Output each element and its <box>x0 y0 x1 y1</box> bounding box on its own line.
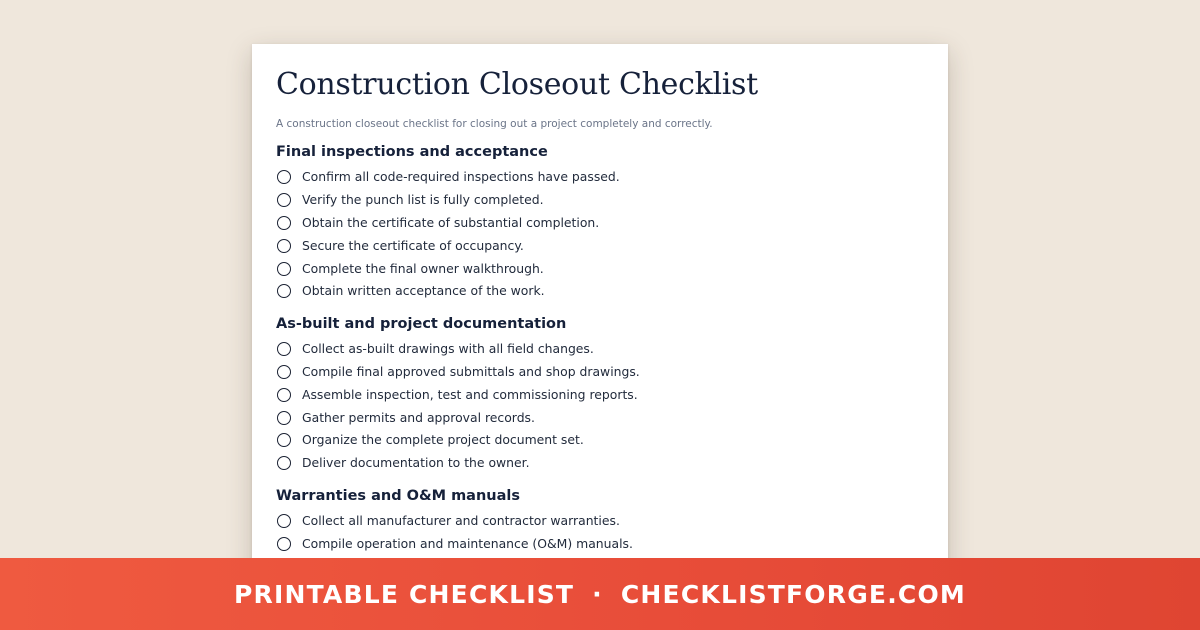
section-title: Warranties and O&M manuals <box>276 487 520 504</box>
checklist-item[interactable] <box>276 212 924 235</box>
checklist-item-label: Confirm all code-required inspections have passed. <box>302 169 620 185</box>
checklist-item-label: Collect as-built drawings with all field changes. <box>302 341 594 357</box>
checklist-item[interactable] <box>276 406 924 429</box>
checklist-item-label: Organize the complete project document set. <box>302 432 584 448</box>
checklist-item[interactable] <box>276 166 924 189</box>
checklist-item-label: Secure the certificate of occupancy. <box>302 237 524 253</box>
checklist-item-label: Gather permits and approval records. <box>302 409 535 425</box>
checklist-item[interactable] <box>276 452 924 475</box>
checklist-item-label: Verify the punch list is fully completed. <box>302 192 544 208</box>
checklist-item-label: Assemble inspection, test and commissioning reports. <box>302 386 638 402</box>
checklist-item-label: Compile operation and maintenance (O&M) manuals. <box>302 535 633 551</box>
circle-checkbox-icon[interactable] <box>277 262 291 276</box>
page-title: Construction Closeout Checklist <box>276 67 758 102</box>
checklist-item[interactable] <box>276 280 924 303</box>
banner-label-printable: PRINTABLE CHECKLIST <box>233 579 575 609</box>
footer-banner <box>0 558 1200 630</box>
checklist-item[interactable] <box>276 383 924 406</box>
checklist-item-label: Collect all manufacturer and contractor warranties. <box>302 512 620 528</box>
checklist-item[interactable] <box>276 361 924 384</box>
circle-checkbox-icon[interactable] <box>277 284 291 298</box>
circle-checkbox-icon[interactable] <box>277 433 291 447</box>
checklist-item[interactable] <box>276 510 924 533</box>
circle-checkbox-icon[interactable] <box>277 456 291 470</box>
circle-checkbox-icon[interactable] <box>277 216 291 230</box>
circle-checkbox-icon[interactable] <box>277 411 291 425</box>
checklist-item[interactable] <box>276 257 924 280</box>
circle-checkbox-icon[interactable] <box>277 239 291 253</box>
banner-site-link[interactable]: CHECKLISTFORGE.COM <box>620 579 966 609</box>
checklist-item[interactable] <box>276 429 924 452</box>
banner-separator: · <box>592 579 603 609</box>
circle-checkbox-icon[interactable] <box>277 342 291 356</box>
circle-checkbox-icon[interactable] <box>277 170 291 184</box>
checklist-item[interactable] <box>276 532 924 555</box>
checklist-sheet <box>252 44 948 584</box>
checklist-item-label: Obtain written acceptance of the work. <box>302 283 545 299</box>
section-title: Final inspections and acceptance <box>276 144 548 160</box>
section-title: As-built and project documentation <box>276 315 567 332</box>
circle-checkbox-icon[interactable] <box>277 537 291 551</box>
section-final-inspections <box>276 142 924 303</box>
circle-checkbox-icon[interactable] <box>277 193 291 207</box>
checklist-item-label: Deliver documentation to the owner. <box>302 455 530 471</box>
checklist-item[interactable] <box>276 338 924 361</box>
circle-checkbox-icon[interactable] <box>277 365 291 379</box>
section-as-built-documentation <box>276 314 924 475</box>
page-subtitle: A construction closeout checklist for closing out a project completely and correctly. <box>276 118 713 130</box>
checklist-item[interactable] <box>276 189 924 212</box>
checklist-item-label: Complete the final owner walkthrough. <box>302 260 544 276</box>
checklist-item-label: Compile final approved submittals and shop drawings. <box>302 363 640 379</box>
checklist-item[interactable] <box>276 234 924 257</box>
circle-checkbox-icon[interactable] <box>277 514 291 528</box>
banner-text <box>234 580 966 609</box>
circle-checkbox-icon[interactable] <box>277 388 291 402</box>
checklist-item-label: Obtain the certificate of substantial completion. <box>302 214 600 230</box>
